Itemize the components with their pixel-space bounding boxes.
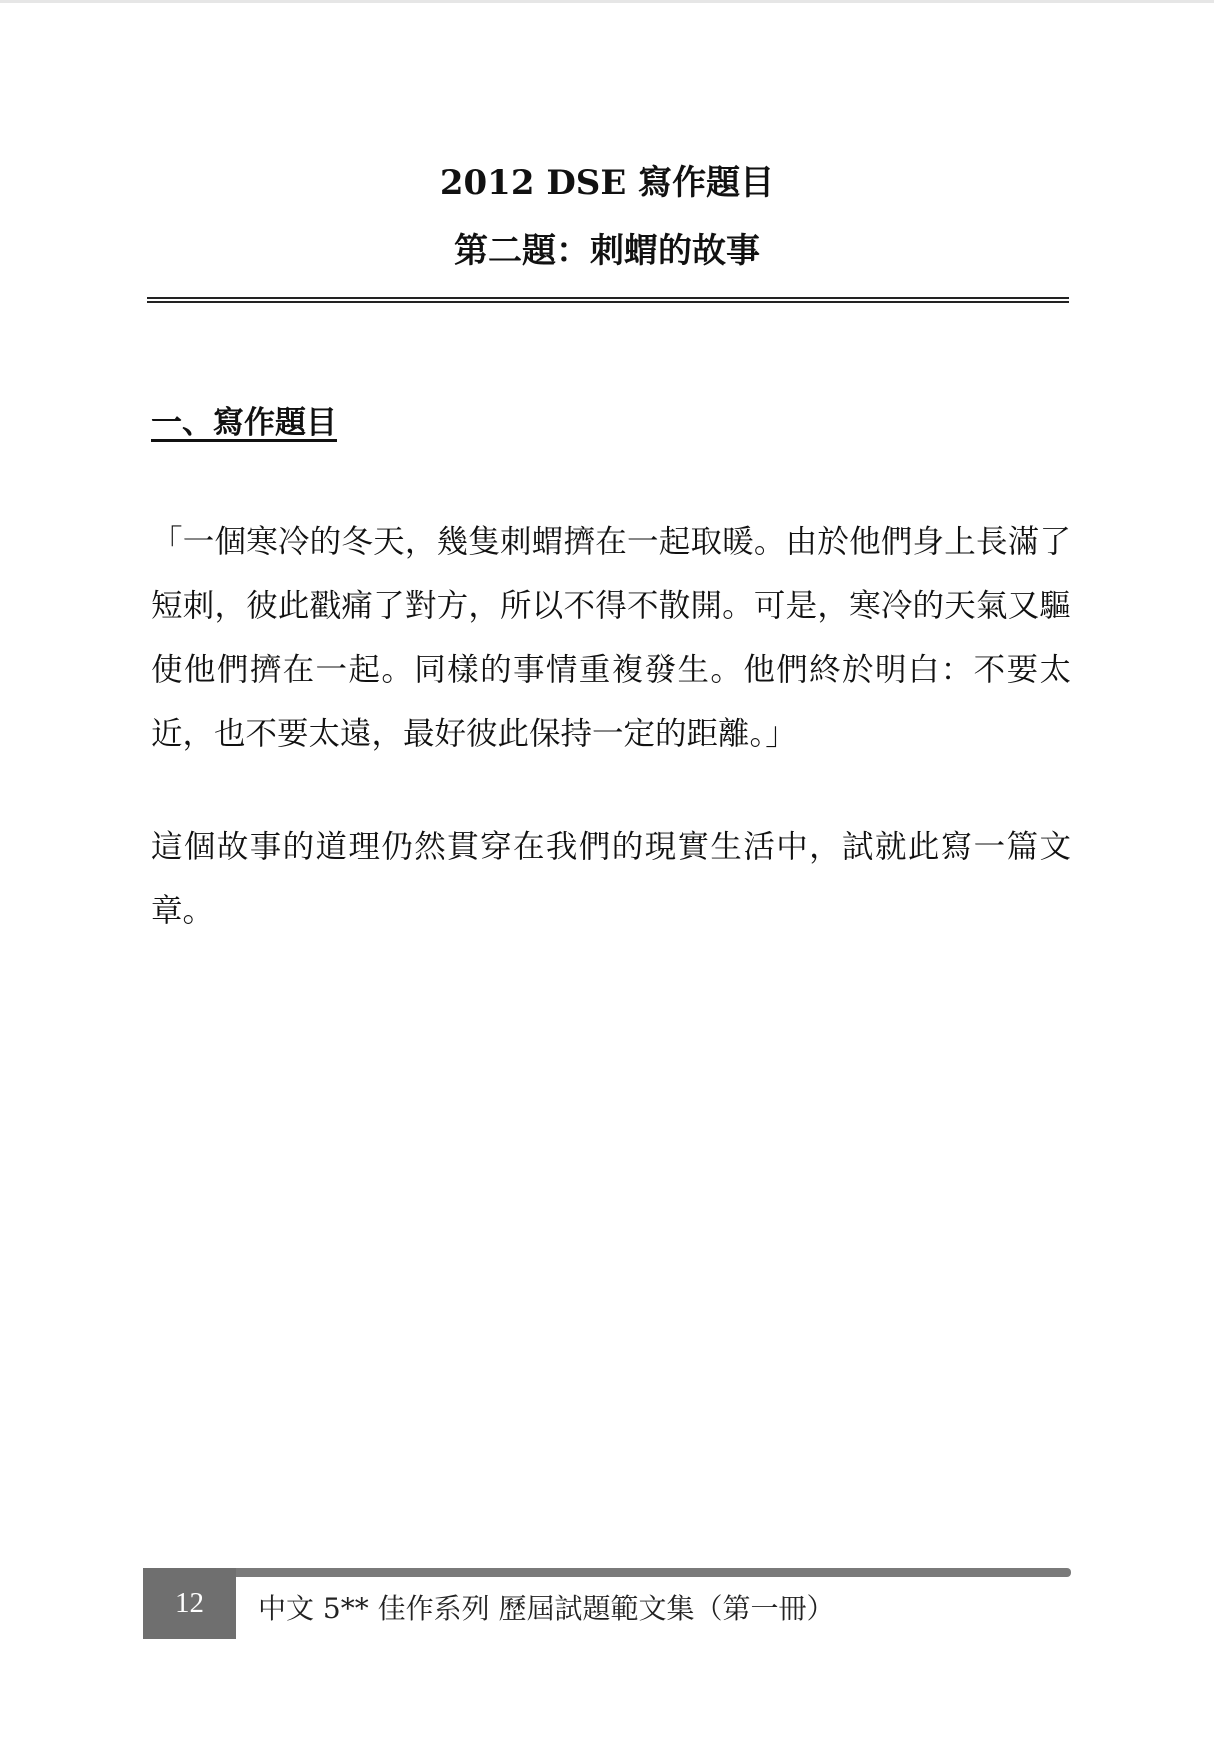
page-number: 12 [143, 1568, 236, 1639]
footer-series-text: 中文 5** 佳作系列 歷屆試題範文集（第一冊） [258, 1592, 835, 1625]
title-double-rule [147, 297, 1069, 303]
instruction-paragraph: 這個故事的道理仍然貫穿在我們的現實生活中，試就此寫一篇文章。 [151, 829, 1071, 929]
section-heading: 一、寫作題目 [151, 405, 337, 441]
page-top-edge [0, 0, 1214, 3]
quote-paragraph: 「一個寒冷的冬天，幾隻刺蝟擠在一起取暖。由於他們身上長滿了短刺，彼此戳痛了對方，所以不得不散開。可是，寒冷的天氣又驅使他們擠在一起。同樣的事情重複發生。他們終於明白：不要太近，也不要太遠，最好彼此保持一定的距離。」 [151, 524, 1071, 752]
footer-bar [143, 1568, 1071, 1577]
page-subtitle: 第二題：刺蝟的故事 [454, 231, 760, 271]
page-title: 2012 DSE 寫作題目 [439, 163, 775, 203]
